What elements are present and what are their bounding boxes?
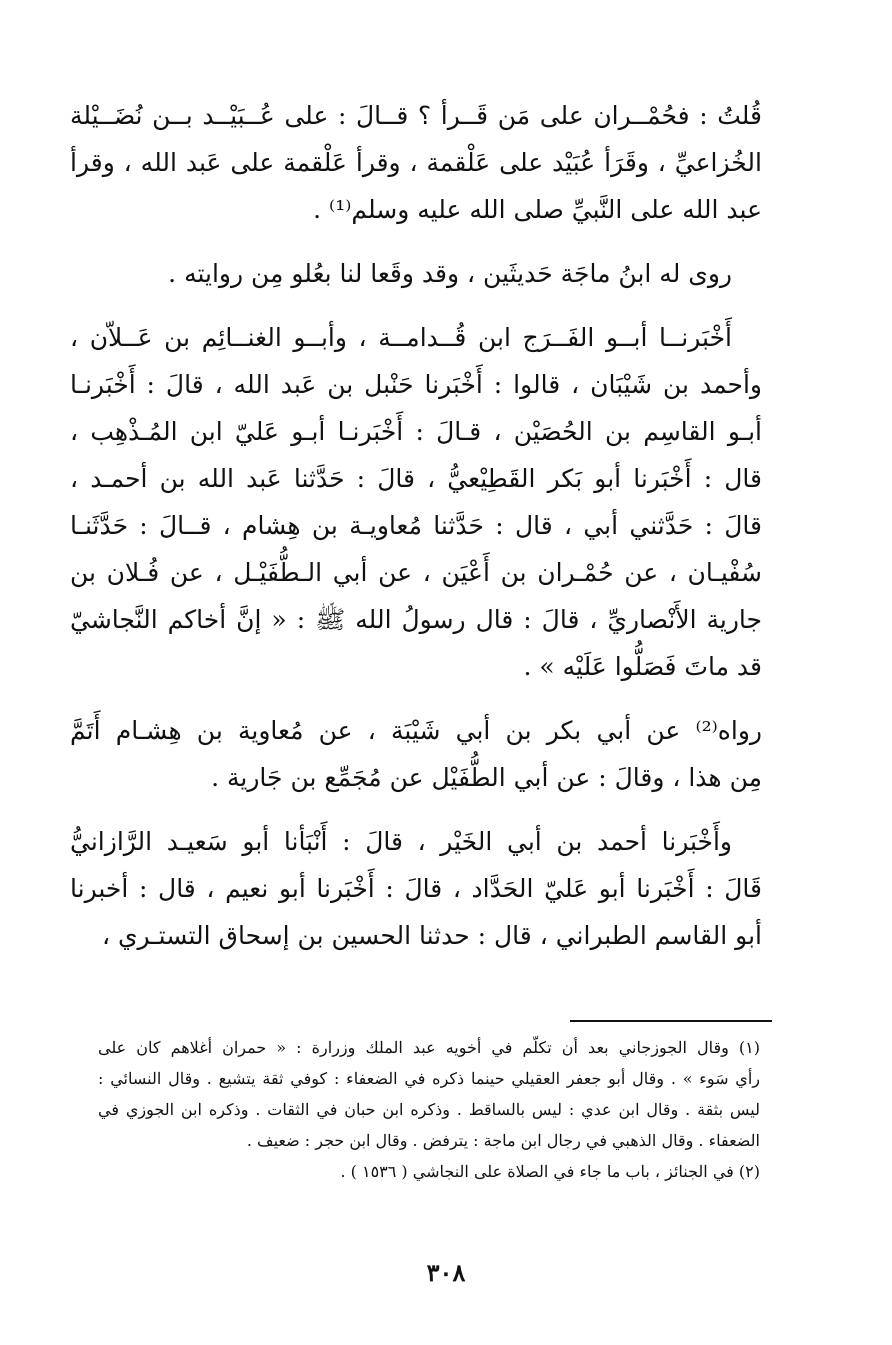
footnote-separator [570,1020,772,1022]
text-line: رواه⁽²⁾ عن أبي بكر بن أبي شَيْبَة ، عن مُعاوية بن هِشـام أَتَمَّ [70,716,762,745]
paragraph-teacher-chain [70,92,762,233]
text-line: قال : أَخْبَرنا أبو بَكر القَطِيْعيُّ ، قالَ : حَدَّثنا عَبد الله بن أحمـد ، [70,464,762,493]
text-line: أَخْبَرنــا أبــو الفَــرَج ابن قُــدامــة ، وأبــو الغنــائِم بن عَــلاّن ، [70,323,732,352]
paragraph-ibn-majah [70,250,762,297]
text-line: الخُزاعيِّ ، وقَرَأ عُبَيْد على عَلْقمة ، وقرأ عَلْقمة على عَبد الله ، وقرأ [70,148,762,177]
text-line: جارية الأَنْصاريِّ ، قالَ : قال رسولُ الله ﷺ : « إنَّ أخاكم النَّجاشيّ [70,605,762,634]
footnote-line: (٢) في الجنائز ، باب ما جاء في الصلاة على النجاشي ( ١٥٣٦ ) . [340,1162,760,1181]
text-line: عبد الله على النَّبيِّ صلى الله عليه وسلم⁽¹⁾ . [313,195,762,224]
footnote-line: رأي سَوء » . وقال أبو جعفر العقيلي حينما ذكره في الضعفاء : كوفي ثقة يتشيع . وقال النسائي : [98,1069,760,1088]
main-text [70,92,762,976]
text-line: روى له ابنُ ماجَة حَديثَين ، وقد وقَعا لنا بعُلو مِن روايته . [168,259,732,288]
paragraph-hadith-isnad [70,314,762,690]
paragraph-narration-note [70,707,762,801]
footnotes [98,1032,760,1187]
footnote-2 [98,1156,760,1187]
text-line: سُفْيـان ، عن حُمْـران بن أَعْيَن ، عن أبي الـطُّفَيْـل ، عن فُـلان بن [70,558,762,587]
footnote-line: (١) وقال الجوزجاني بعد أن تكلّم في أخويه عبد الملك وزرارة : « حمران أغلاهم كان على [98,1038,760,1057]
text-line: وأَخْبَرنا أحمد بن أبي الخَيْر ، قالَ : أَنْبَأنا أبو سَعيـد الرَّازانيُّ [70,827,732,856]
footnote-line: الضعفاء . وقال الذهبي في رجال ابن ماجة : يترفض . وقال ابن حجر : ضعيف . [246,1131,760,1150]
page-number: ٣٠٨ [426,1258,466,1287]
text-line: قالَ : حَدَّثني أبي ، قال : حَدَّثنا مُعاويـة بن هِشام ، قــالَ : حَدَّثَنـا [70,511,762,540]
text-line: قَالَ : أَخْبَرنا أبو عَليّ الحَدَّاد ، قالَ : أَخْبَرنا أبو نعيم ، قال : أخبرنا [70,874,762,903]
text-line: أبو القاسم الطبراني ، قال : حدثنا الحسين بن إسحاق التستـري ، [101,921,762,950]
paragraph-second-isnad [70,818,762,959]
text-line: مِن هذا ، وقالَ : عن أبي الطُّفَيْل عن مُجَمِّع بن جَارية . [211,763,762,792]
footnote-line: ليس بثقة . وقال ابن عدي : ليس بالساقط . وذكره ابن حبان في الثقات . وذكره ابن الجوزي في [98,1100,760,1119]
text-line: أبـو القاسِم بن الحُصَيْن ، قـالَ : أَخْبَرنـا أبـو عَليّ ابن المُـذْهِب ، [70,417,762,446]
footnote-1 [98,1032,760,1156]
text-line: قد ماتَ فَصَلُّوا عَلَيْه » . [523,652,762,681]
text-line: قُلتُ : فحُمْــران على مَن قَــرأ ؟ قــالَ : على عُــبَيْــد بــن نُضَــيْلة [70,101,762,130]
text-line: وأحمد بن شَيْبَان ، قالوا : أَخْبَرنا حَنْبل بن عَبد الله ، قالَ : أَخْبَرنـا [70,370,762,399]
